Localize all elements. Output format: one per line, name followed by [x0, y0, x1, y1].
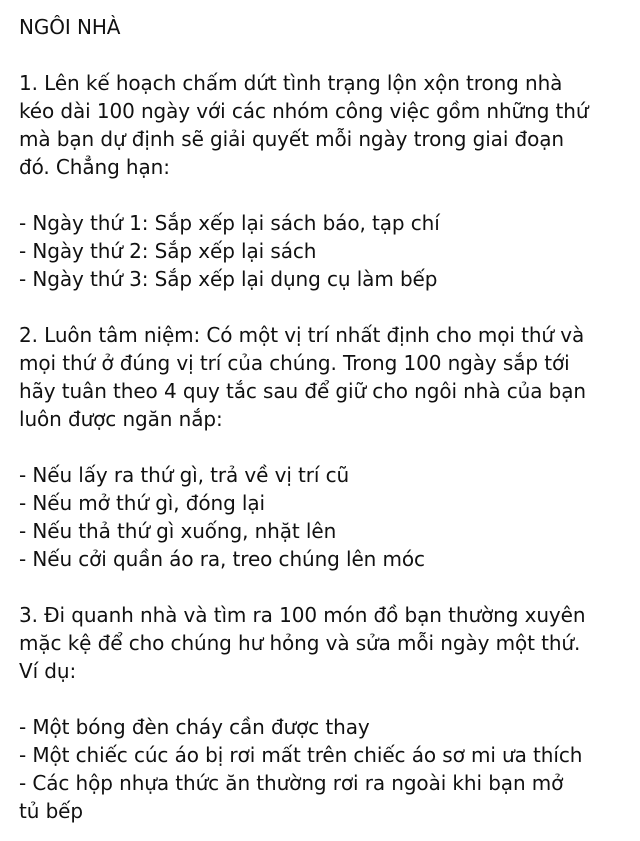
blank-line [19, 433, 626, 461]
section-2-intro-line: 2. Luôn tâm niệm: Có một vị trí nhất định cho mọi thứ và [19, 323, 585, 347]
blank-line [19, 293, 626, 321]
section-1-intro-line: 1. Lên kế hoạch chấm dứt tình trạng lộn xộn trong nhà [19, 71, 563, 95]
section-1-list-item: - Ngày thứ 2: Sắp xếp lại sách [19, 239, 317, 263]
note-title: NGÔI NHÀ [19, 15, 121, 39]
blank-line [19, 573, 626, 601]
section-2-list-item: - Nếu cởi quần áo ra, treo chúng lên móc [19, 547, 425, 571]
section-2-list-item: - Nếu mở thứ gì, đóng lại [19, 491, 265, 515]
blank-line [19, 181, 626, 209]
section-2-list-item: - Nếu lấy ra thứ gì, trả về vị trí cũ [19, 463, 350, 487]
section-3-list-item: - Một chiếc cúc áo bị rơi mất trên chiếc áo sơ mi ưa thích [19, 743, 583, 767]
section-3-list-item: tủ bếp [19, 799, 83, 823]
section-3-list-item: - Các hộp nhựa thức ăn thường rơi ra ngoài khi bạn mở [19, 771, 564, 795]
section-2 [19, 321, 626, 573]
section-3-list-item: - Một bóng đèn cháy cần được thay [19, 715, 370, 739]
section-2-list-item: - Nếu thả thứ gì xuống, nhặt lên [19, 519, 337, 543]
section-1-intro-line: đó. Chẳng hạn: [19, 155, 170, 179]
section-2-intro-line: hãy tuân theo 4 quy tắc sau để giữ cho ngôi nhà của bạn [19, 379, 586, 403]
blank-line [19, 685, 626, 713]
section-3-intro-line: mặc kệ để cho chúng hư hỏng và sửa mỗi ngày một thứ. [19, 631, 581, 655]
section-2-intro-line: mọi thứ ở đúng vị trí của chúng. Trong 100 ngày sắp tới [19, 351, 570, 375]
section-3-intro-line: 3. Đi quanh nhà và tìm ra 100 món đồ bạn thường xuyên [19, 603, 586, 627]
section-1-intro-line: mà bạn dự định sẽ giải quyết mỗi ngày trong giai đoạn [19, 127, 565, 151]
blank-line [19, 41, 626, 69]
section-3 [19, 601, 626, 825]
section-1-list-item: - Ngày thứ 3: Sắp xếp lại dụng cụ làm bếp [19, 267, 438, 291]
section-1-list-item: - Ngày thứ 1: Sắp xếp lại sách báo, tạp chí [19, 211, 440, 235]
section-1-intro-line: kéo dài 100 ngày với các nhóm công việc gồm những thứ [19, 99, 589, 123]
section-2-intro-line: luôn được ngăn nắp: [19, 407, 223, 431]
section-3-intro-line: Ví dụ: [19, 659, 77, 683]
section-1 [19, 69, 626, 293]
